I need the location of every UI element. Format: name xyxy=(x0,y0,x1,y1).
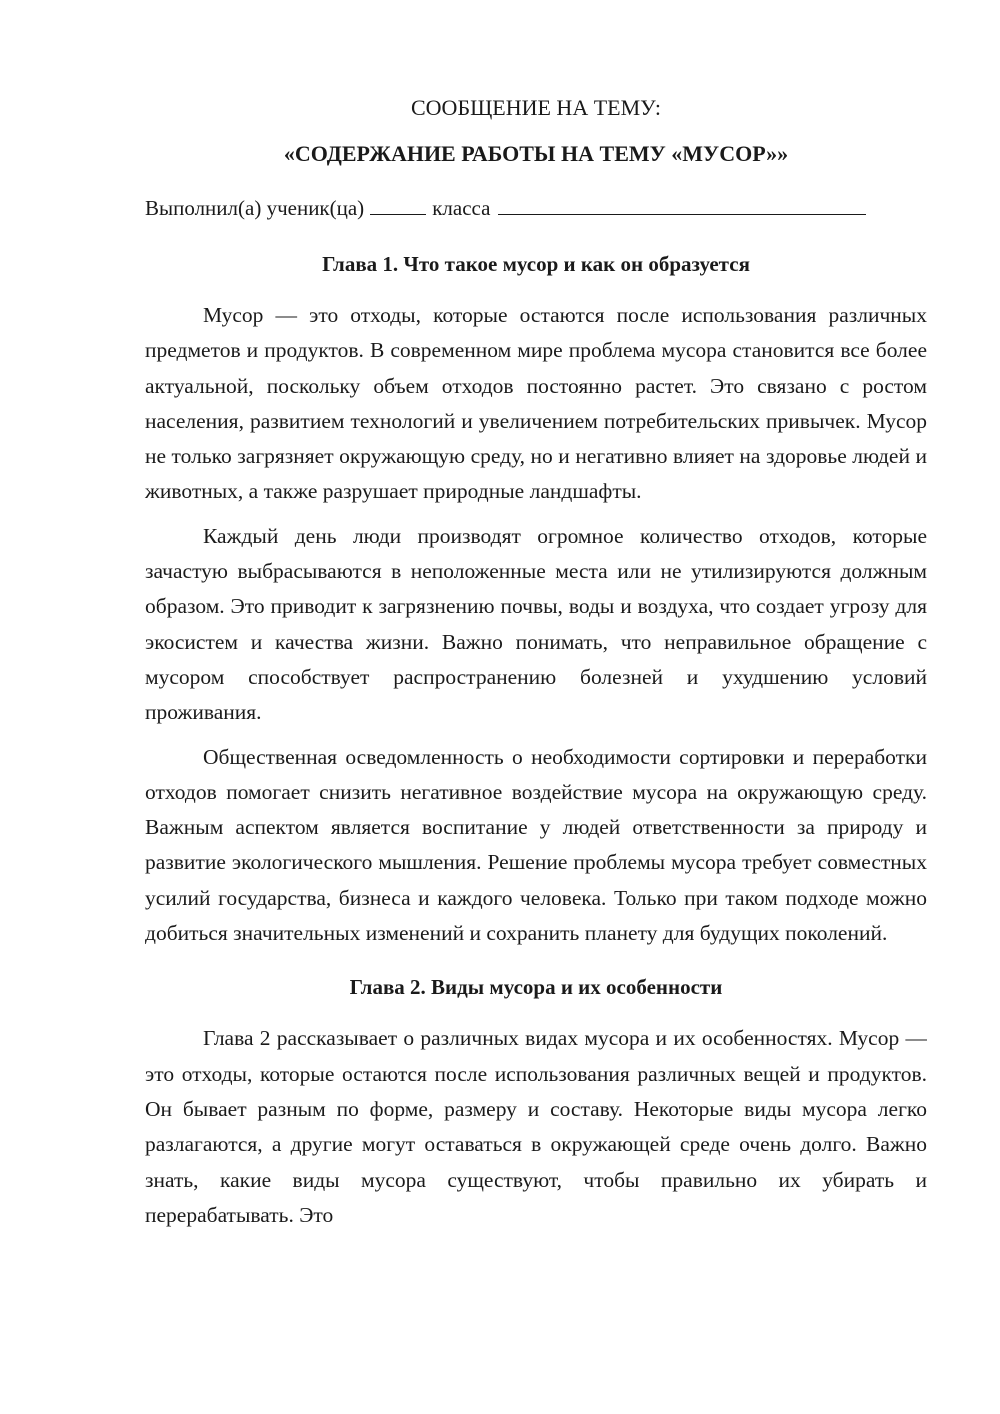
chapter-1-paragraph-3: Общественная осведомленность о необходимости сортировки и переработки отходов помогает снизить негативное воздействие мусора на окружающую среду. Важным аспектом является воспитание у людей ответственности за природу и развитие экологического мышления. Решение проблемы мусора требует совместных усилий государства, бизнеса и каждого человека. Только при таком подходе можно добиться значительных изменений и сохранить планету для будущих поколений. xyxy=(145,744,927,946)
document-page xyxy=(145,88,927,1242)
name-blank xyxy=(498,195,866,215)
chapter-2-heading: Глава 2. Виды мусора и их особенности xyxy=(349,975,723,1000)
chapter-1-paragraph-1: Мусор — это отходы, которые остаются после использования различных предметов и продуктов. В современном мире проблема мусора становится все более актуальной, поскольку объем отходов постоянно растет. Это связано с ростом населения, развитием технологий и увеличением потребительских привычек. Мусор не только загрязняет окружающую среду, но и негативно влияет на здоровье людей и животных, а также разрушает природные ландшафты. xyxy=(145,303,927,504)
author-prefix: Выполнил(а) ученик(ца) xyxy=(145,196,365,220)
chapter-2-paragraph-1: Глава 2 рассказывает о различных видах мусора и их особенностях. Мусор — это отходы, которые остаются после использования различных вещей и продуктов. Он бывает разным по форме, размеру и составу. Некоторые виды мусора легко разлагаются, а другие могут оставаться в окружающей среде очень долго. Важно знать, какие виды мусора существуют, чтобы правильно их убирать и перерабатывать. Это xyxy=(145,1026,927,1227)
document-title-line2: «СОДЕРЖАНИЕ РАБОТЫ НА ТЕМУ «МУСОР»» xyxy=(283,141,789,166)
chapter-1-heading: Глава 1. Что такое мусор и как он образуется xyxy=(322,252,750,276)
document-title-line1: СООБЩЕНИЕ НА ТЕМУ: xyxy=(411,95,661,120)
author-line xyxy=(145,194,927,222)
author-class-label: класса xyxy=(432,196,491,220)
grade-blank xyxy=(370,195,426,215)
chapter-1-paragraph-2: Каждый день люди производят огромное количество отходов, которые зачастую выбрасываются в неположенные места или не утилизируются должным образом. Это приводит к загрязнению почвы, воды и воздуха, что создает угрозу для экосистем и качества жизни. Важно понимать, что неправильное обращение с мусором способствует распространению болезней и ухудшению условий проживания. xyxy=(145,523,927,725)
